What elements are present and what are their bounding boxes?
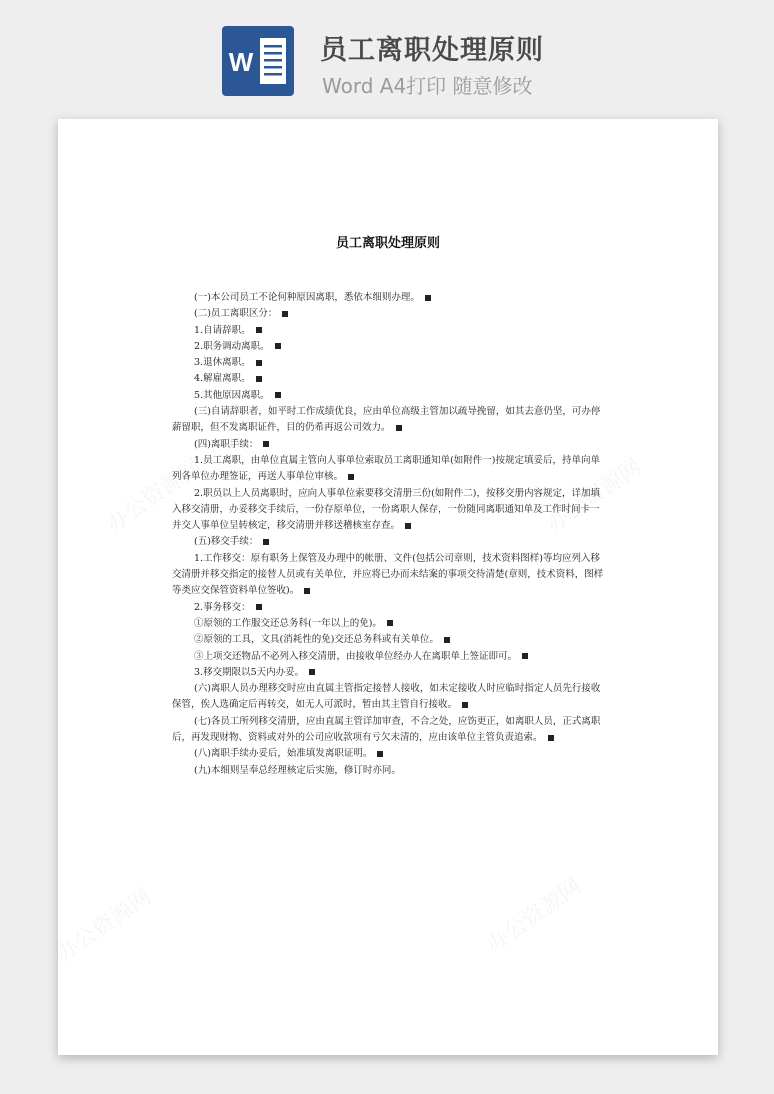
document-page [58,119,718,1055]
paragraph-end-mark [263,441,269,447]
paragraph-end-mark [256,327,262,333]
paragraph-text: (三)自请辞职者，如平时工作成绩优良，应由单位高级主管加以疏导挽留，如其去意仍坚，可办停薪留职，但不发离职证件，目的仍希再返公司效力。 [172,406,601,434]
paragraph-text: 4.解雇离职。 [194,373,251,385]
paragraph-end-mark [282,311,288,317]
paragraph-end-mark [256,376,262,382]
document-paragraph [172,551,604,600]
paragraph-end-mark [263,539,269,545]
paragraph-text: 1.自请辞职。 [194,324,251,336]
document-paragraph [172,388,604,404]
paragraph-end-mark [275,392,281,398]
document-paragraph [172,600,604,616]
document-paragraph [172,534,604,550]
document-paragraph [172,616,604,632]
document-paragraph [172,371,604,387]
document-paragraph [172,355,604,371]
document-paragraph [172,437,604,453]
paragraph-end-mark [275,343,281,349]
paragraph-end-mark [387,620,393,626]
watermark [479,870,587,958]
paragraph-text: (七)各员工所列移交清册，应由直属主管详加审查，不合之处，应饬更正，如离职人员，正式离职后，再发现财物、资料或对外的公司应收款项有亏欠未清的，应由该单位主管负责追索。 [172,715,601,744]
document-paragraph [172,453,604,486]
paragraph-end-mark [377,751,383,757]
paragraph-text: (四)离职手续： [194,438,259,450]
paragraph-text: 5.其他原因离职。 [194,389,270,401]
document-body [172,290,604,779]
document-paragraph [172,290,604,306]
paragraph-text: ③上项交还物品不必列入移交清册，由接收单位经办人在离职单上签证即可。 [194,650,518,662]
document-paragraph [172,681,604,714]
paragraph-text: 1.工作移交：原有职务上保管及办理中的帐册、文件(包括公司章则，技术资料图样)等均应列入移交清册并移交指定的接替人员或有关单位，并应将已办而未结案的事项交待清楚(章则，技术资料，图样等类应交保管资料单位签收)。 [172,552,604,597]
paragraph-end-mark [304,588,310,594]
paragraph-text: (二)员工离职区分： [194,308,278,320]
document-paragraph [172,665,604,681]
paragraph-text: (六)离职人员办理移交时应由直属主管指定接替人接收，如未定接收人时应临时指定人员先行接收保管，俟人选确定后再转交，如无人可派时，暂由其主管自行接收。 [172,683,601,711]
paragraph-end-mark [444,637,450,643]
document-title: 员工离职处理原则 [335,236,440,251]
word-document-icon [222,26,294,96]
paragraph-text: 1.员工离职，由单位直属主管向人事单位索取员工离职通知单(如附件一)按规定填妥后，持单向单列各单位办理签证，再送人事单位审核。 [172,454,600,483]
header-banner [0,0,774,110]
document-paragraph [172,632,604,648]
paragraph-text: (五)移交手续： [194,536,259,548]
paragraph-end-mark [548,735,554,741]
paragraph-end-mark [348,474,354,480]
paragraph-end-mark [462,702,468,708]
paragraph-end-mark [256,604,262,610]
document-paragraph [172,404,604,437]
paragraph-text: 2.职务调动离职。 [194,340,270,352]
paragraph-end-mark [522,653,528,659]
document-paragraph [172,714,604,747]
paragraph-text: 2.事务移交： [194,601,251,613]
document-paragraph [172,339,604,355]
document-paragraph [172,763,604,779]
header-subtitle: Word A4打印 随意修改 [322,74,533,98]
paragraph-text: ①原领的工作服交还总务科(一年以上的免)。 [194,617,382,629]
paragraph-end-mark [256,360,262,366]
paragraph-end-mark [405,523,411,529]
document-paragraph [172,746,604,762]
logo-letter: W [228,47,254,77]
document-paragraph [172,323,604,339]
paragraph-text: (九)本细则呈奉总经理核定后实施，修订时亦同。 [194,764,401,776]
document-paragraph [172,649,604,665]
paragraph-end-mark [396,425,402,431]
header-title: 员工离职处理原则 [320,35,544,66]
watermark [58,880,157,968]
paragraph-text: (一)本公司员工不论何种原因离职，悉依本细则办理。 [194,292,420,303]
document-paragraph [172,306,604,322]
paragraph-text: ②原领的工具，文具(消耗性的免)交还总务科或有关单位。 [194,634,439,646]
paragraph-end-mark [425,295,431,301]
paragraph-text: 3.移交期限以5天内办妥。 [194,666,305,678]
paragraph-end-mark [309,669,315,675]
document-paragraph [172,486,604,535]
paragraph-text: (八)离职手续办妥后，始准填发离职证明。 [194,748,373,760]
paragraph-text: 2.职员以上人员离职时，应向人事单位索要移交清册三份(如附件二)，按移交册内容规定，详加填入移交清册，办妥移交手续后，一份存原单位，一份离职人保存，一份随同离职通知单及工作时间卡一并交人事单位呈转核定，移交清册并移送稽核室存查。 [172,487,600,532]
paragraph-text: 3.退休离职。 [194,357,251,369]
